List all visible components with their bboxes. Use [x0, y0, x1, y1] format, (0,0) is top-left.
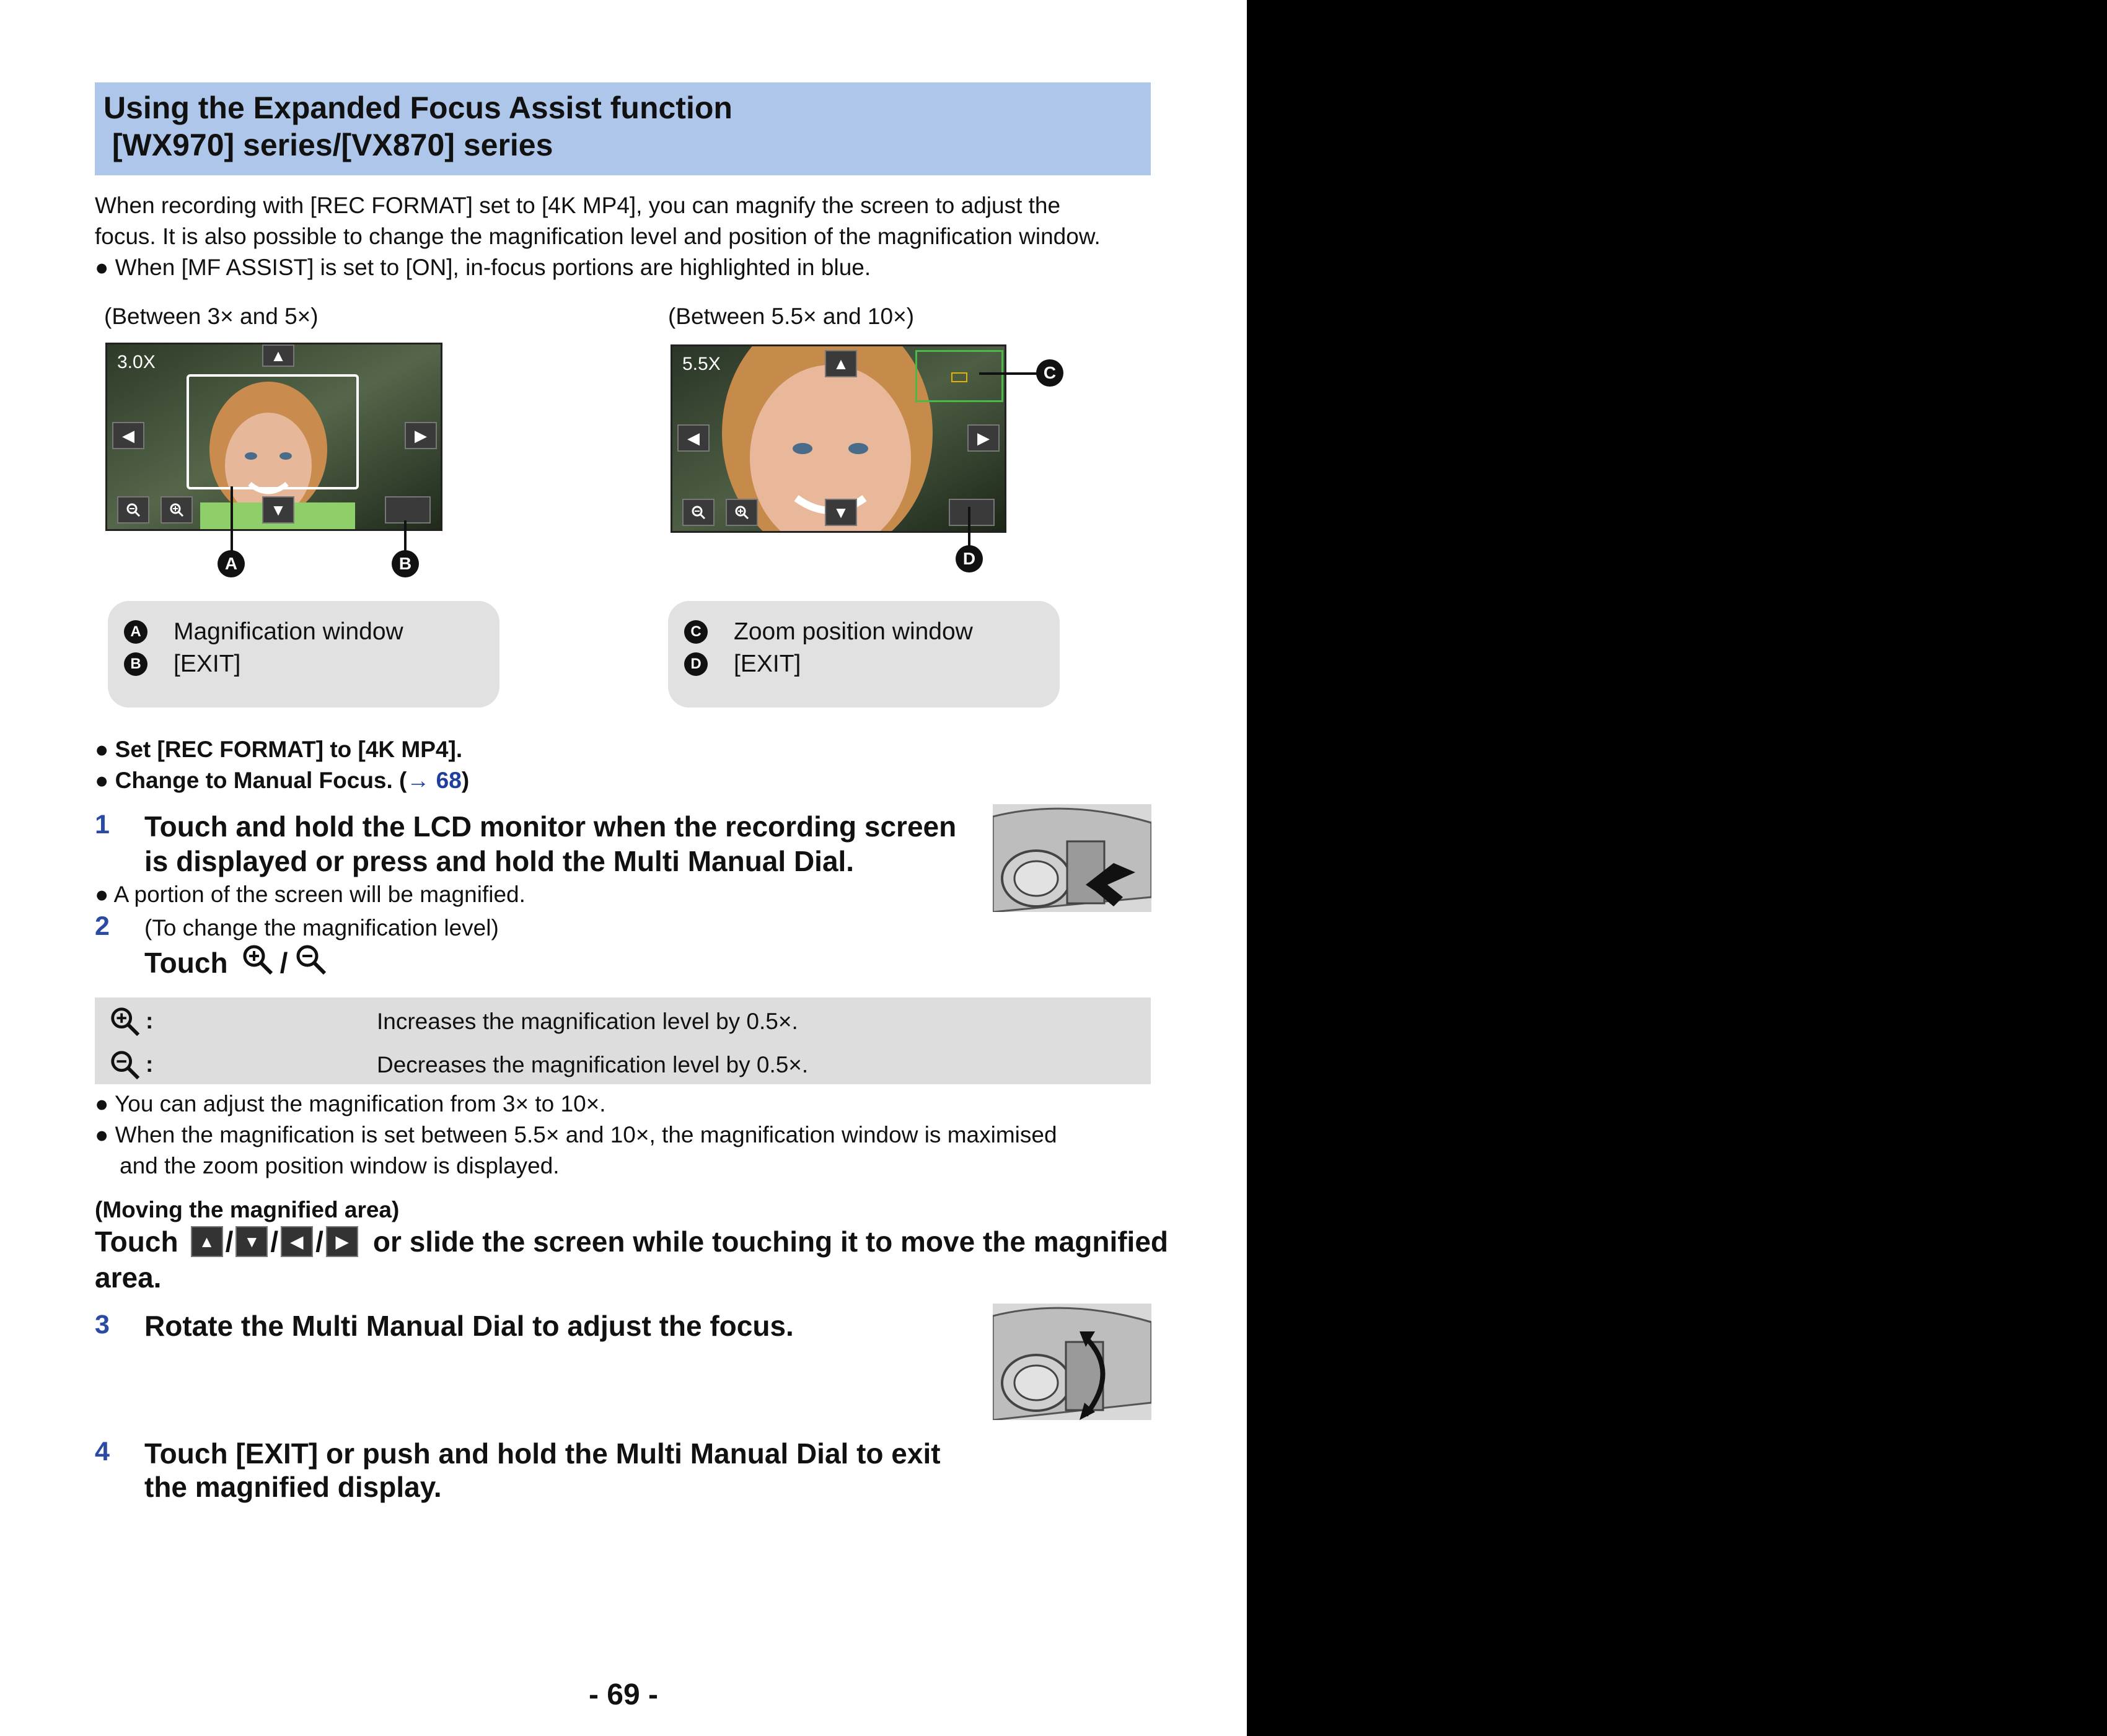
note-magnification-range [95, 1089, 606, 1120]
section-heading-band [95, 82, 1151, 175]
prereq-item-1-text: Set [REC FORMAT] to [4K MP4]. [115, 737, 463, 762]
legend-c-text: Zoom position window [734, 618, 973, 645]
page-68-link[interactable]: → 68 [407, 768, 462, 793]
move-down-icon[interactable]: ▼ [825, 499, 857, 526]
down-arrow-icon: ▼ [235, 1226, 268, 1257]
legend-d-badge: D [684, 652, 708, 676]
zoom-out-description: Decreases the magnification level by 0.5×. [377, 1052, 809, 1077]
intro-bullet-text: When [MF ASSIST] is set to [ON], in-focus portions are highlighted in blue. [115, 255, 871, 280]
left-zoom-level-label: 3.0X [117, 352, 156, 372]
move-right-icon[interactable]: ▶ [967, 424, 1000, 452]
note-maximised-line1 [95, 1120, 1057, 1151]
zoom-in-description: Increases the magnification level by 0.5×. [377, 1009, 798, 1034]
step-4-line1: Touch [EXIT] or push and hold the Multi Manual Dial to exit [144, 1437, 941, 1470]
legend-row-b [124, 651, 240, 678]
camera-rotate-dial-illustration [993, 1304, 1151, 1420]
intro-line2: focus. It is also possible to change the magnification level and position of the magnification window. [95, 224, 1101, 249]
bullet-icon: ● [95, 737, 115, 762]
slash-separator: / [270, 1225, 279, 1258]
move-left-icon[interactable]: ◀ [677, 424, 710, 452]
step-1-note [95, 879, 526, 910]
section-title-line2: [WX970] series/[VX870] series [103, 128, 553, 162]
step-1-line2: is displayed or press and hold the Multi Manual Dial. [144, 845, 855, 877]
legend-d-text: [EXIT] [734, 651, 801, 677]
step-2-instruction [144, 942, 327, 983]
legend-row-d [684, 651, 801, 678]
camera-press-dial-illustration [993, 804, 1151, 912]
bullet-icon: ● [95, 1091, 115, 1116]
left-figure-caption: (Between 3× and 5×) [104, 304, 319, 329]
page-number: - 69 - [588, 1678, 659, 1711]
callout-d-badge: D [956, 545, 983, 572]
moving-area-instruction [95, 1224, 1168, 1259]
slash-separator: / [315, 1225, 323, 1258]
left-arrow-icon: ◀ [281, 1226, 313, 1257]
zoom-position-marker [951, 372, 967, 382]
bullet-icon: ● [95, 882, 114, 907]
table-row-zoom-in [108, 1005, 153, 1037]
intro-bullet [95, 252, 871, 283]
prereq-item-2-suffix: ) [461, 768, 470, 793]
up-arrow-icon: ▲ [191, 1226, 223, 1257]
right-screen-illustration [671, 344, 1006, 533]
bullet-icon: ● [95, 255, 115, 280]
step-4-line2: the magnified display. [144, 1471, 442, 1503]
legend-c-badge: C [684, 620, 708, 644]
zoom-in-icon [240, 942, 274, 983]
zoom-out-icon [108, 1048, 141, 1081]
step-1-number: 1 [95, 810, 110, 840]
magnification-table [95, 997, 1151, 1084]
bullet-icon: ● [95, 1122, 115, 1147]
right-figure-caption: (Between 5.5× and 10×) [668, 304, 915, 329]
legend-a-text: Magnification window [174, 618, 403, 645]
bullet-icon: ● [95, 768, 115, 793]
note-2-text: When the magnification is set between 5.5× and 10×, the magnification window is maximised [115, 1122, 1057, 1147]
move-up-icon[interactable]: ▲ [262, 344, 294, 367]
magnification-window-frame [187, 374, 359, 489]
right-legend-box [668, 601, 1060, 708]
step-2-subtitle: (To change the magnification level) [144, 915, 499, 940]
legend-b-text: [EXIT] [174, 651, 241, 677]
prereq-item-2 [95, 765, 469, 796]
step-2-number: 2 [95, 911, 110, 941]
move-up-icon[interactable]: ▲ [825, 350, 857, 377]
right-callout-lines [967, 359, 1078, 570]
moving-rest-text: or slide the screen while touching it to move the magnified [372, 1225, 1169, 1258]
step-1-note-text: A portion of the screen will be magnified. [113, 882, 526, 907]
zoom-out-icon[interactable] [682, 499, 715, 526]
legend-row-a [124, 618, 403, 646]
step-3-text: Rotate the Multi Manual Dial to adjust the focus. [144, 1310, 794, 1342]
slash-separator: / [225, 1225, 234, 1258]
right-black-margin [1247, 0, 2107, 1736]
zoom-out-icon [294, 942, 327, 983]
legend-row-c [684, 618, 973, 646]
moving-touch-label: Touch [95, 1225, 178, 1258]
move-down-icon[interactable]: ▼ [262, 496, 294, 524]
section-title-line1: Using the Expanded Focus Assist function [103, 90, 732, 125]
prereq-item-1 [95, 734, 462, 765]
moving-area-line2: area. [95, 1261, 162, 1294]
left-legend-box [108, 601, 499, 708]
callout-a-badge: A [218, 550, 245, 577]
step-4-number: 4 [95, 1437, 110, 1466]
legend-a-badge: A [124, 620, 147, 644]
moving-area-heading: (Moving the magnified area) [95, 1197, 400, 1222]
callout-b-badge: B [392, 550, 419, 577]
note-1-text: You can adjust the magnification from 3× to 10×. [114, 1091, 606, 1116]
step-2-slash: / [279, 947, 288, 979]
zoom-in-colon: : [146, 1008, 154, 1033]
note-maximised-line2: and the zoom position window is displayed. [120, 1153, 560, 1178]
zoom-out-colon: : [146, 1051, 154, 1077]
step-1-line1: Touch and hold the LCD monitor when the recording screen [144, 810, 957, 843]
move-right-icon[interactable]: ▶ [405, 422, 437, 449]
right-arrow-icon: ▶ [326, 1226, 358, 1257]
right-zoom-level-label: 5.5X [682, 354, 721, 374]
step-2-touch-label: Touch [144, 947, 228, 979]
callout-c-badge: C [1036, 359, 1063, 387]
zoom-in-icon[interactable] [726, 499, 758, 526]
prereq-item-2-text: Change to Manual Focus. ( [115, 768, 407, 793]
table-row-zoom-out [108, 1048, 153, 1081]
legend-b-badge: B [124, 652, 147, 676]
move-left-icon[interactable]: ◀ [112, 422, 144, 449]
zoom-in-icon [108, 1005, 141, 1037]
intro-line1: When recording with [REC FORMAT] set to [4K MP4], you can magnify the screen to adjust the [95, 193, 1061, 218]
step-3-number: 3 [95, 1310, 110, 1339]
